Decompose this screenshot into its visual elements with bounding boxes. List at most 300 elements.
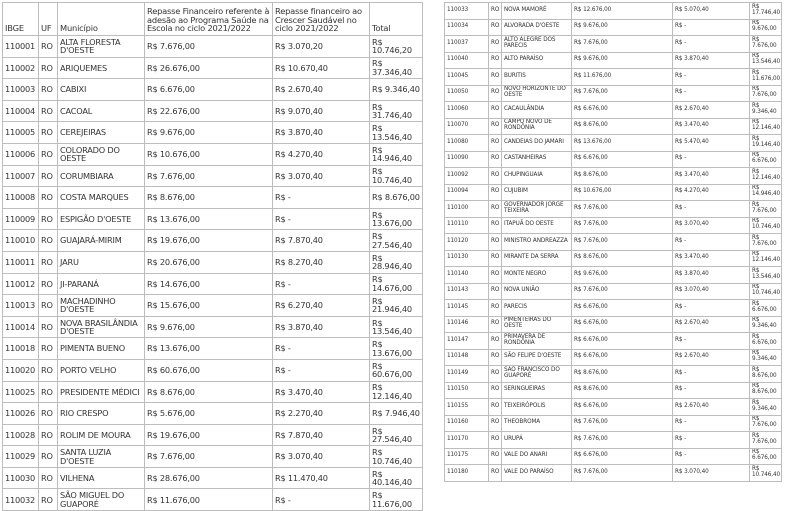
table-row xyxy=(445,52,782,69)
table-row xyxy=(3,36,423,58)
cell-municipio: PIMENTEIRAS DO OESTE xyxy=(502,316,572,333)
cell-uf: RO xyxy=(39,165,58,187)
cell-uf: RO xyxy=(39,143,58,165)
cell-ibge: 110004 xyxy=(3,100,39,122)
cell-total: R$ 21.946,40 xyxy=(370,295,423,317)
cell-uf: RO xyxy=(39,489,58,511)
header-repasse-crescer: Repasse financeiro ao Crescer Saudável no ciclo 2021/2022 xyxy=(273,3,370,36)
table-row xyxy=(3,273,423,295)
cell-pse: R$ 8.676,00 xyxy=(572,250,673,267)
cell-ibge: 110007 xyxy=(3,165,39,187)
cell-municipio: VALE DO PARAÍSO xyxy=(502,465,572,482)
table-row xyxy=(3,338,423,360)
cell-crescer: R$ - xyxy=(673,382,750,399)
cell-total: R$ 12.146,40 xyxy=(370,381,423,403)
table-row xyxy=(445,300,782,317)
cell-crescer: R$ 3.470,40 xyxy=(273,381,370,403)
cell-crescer: R$ - xyxy=(673,151,750,168)
cell-municipio: SÃO FELIPE D'OESTE xyxy=(502,349,572,366)
cell-crescer: R$ 8.270,40 xyxy=(273,251,370,273)
table-header-row xyxy=(3,3,423,36)
cell-ibge: 110005 xyxy=(3,122,39,144)
cell-pse: R$ 13.676,00 xyxy=(572,135,673,152)
cell-uf: RO xyxy=(39,187,58,209)
cell-ibge: 110037 xyxy=(445,36,489,53)
table-row xyxy=(3,467,423,489)
cell-pse: R$ 7.676,00 xyxy=(572,85,673,102)
cell-total: R$ 12.146,40 xyxy=(750,118,782,135)
cell-municipio: GOVERNADOR JORGE TEIXEIRA xyxy=(502,201,572,218)
cell-pse: R$ 7.676,00 xyxy=(572,201,673,218)
cell-crescer: R$ - xyxy=(673,415,750,432)
cell-pse: R$ 26.676,00 xyxy=(145,57,273,79)
cell-pse: R$ 7.676,00 xyxy=(572,36,673,53)
cell-municipio: ROLIM DE MOURA xyxy=(58,424,145,446)
cell-pse: R$ 14.676,00 xyxy=(145,273,273,295)
cell-pse: R$ 6.676,00 xyxy=(145,79,273,101)
cell-total: R$ 31.746,40 xyxy=(370,100,423,122)
cell-uf: RO xyxy=(489,366,502,383)
table-row xyxy=(445,19,782,36)
cell-total: R$ 10.746,20 xyxy=(370,36,423,58)
cell-uf: RO xyxy=(489,465,502,482)
cell-total: R$ 7.946,40 xyxy=(370,403,423,425)
table-row xyxy=(3,208,423,230)
table-row xyxy=(3,79,423,101)
cell-ibge: 110092 xyxy=(445,168,489,185)
table-row xyxy=(3,403,423,425)
cell-ibge: 110034 xyxy=(445,19,489,36)
cell-crescer: R$ 3.870,40 xyxy=(273,316,370,338)
cell-municipio: NOVA UNIÃO xyxy=(502,283,572,300)
cell-crescer: R$ - xyxy=(673,300,750,317)
cell-crescer: R$ 3.470,40 xyxy=(673,168,750,185)
left-repasse-table xyxy=(2,2,423,511)
table-row xyxy=(445,168,782,185)
cell-crescer: R$ 3.470,40 xyxy=(673,118,750,135)
cell-uf: RO xyxy=(489,250,502,267)
cell-total: R$ 13.546,40 xyxy=(750,52,782,69)
cell-municipio: MONTE NEGRO xyxy=(502,267,572,284)
cell-uf: RO xyxy=(39,79,58,101)
cell-crescer: R$ 4.270,40 xyxy=(673,184,750,201)
cell-crescer: R$ - xyxy=(673,432,750,449)
cell-municipio: RIO CRESPO xyxy=(58,403,145,425)
cell-uf: RO xyxy=(489,151,502,168)
cell-municipio: MINISTRO ANDREAZZA xyxy=(502,234,572,251)
cell-crescer: R$ 3.870,40 xyxy=(273,122,370,144)
cell-crescer: R$ - xyxy=(273,338,370,360)
cell-total: R$ 6.676,00 xyxy=(750,333,782,350)
table-row xyxy=(445,151,782,168)
cell-total: R$ 14.676,00 xyxy=(370,273,423,295)
cell-pse: R$ 7.676,00 xyxy=(572,217,673,234)
cell-total: R$ 11.676,00 xyxy=(750,69,782,86)
cell-uf: RO xyxy=(489,19,502,36)
cell-uf: RO xyxy=(39,295,58,317)
cell-crescer: R$ 3.870,40 xyxy=(673,52,750,69)
cell-crescer: R$ 3.070,40 xyxy=(673,283,750,300)
cell-total: R$ 7.676,00 xyxy=(750,234,782,251)
cell-pse: R$ 8.676,00 xyxy=(572,168,673,185)
cell-uf: RO xyxy=(489,168,502,185)
cell-total: R$ 10.746,40 xyxy=(370,165,423,187)
cell-crescer: R$ 5.470,40 xyxy=(673,135,750,152)
cell-crescer: R$ 7.870,40 xyxy=(273,424,370,446)
table-row xyxy=(3,187,423,209)
cell-total: R$ 13.676,00 xyxy=(370,208,423,230)
cell-municipio: PRESIDENTE MÉDICI xyxy=(58,381,145,403)
cell-municipio: MIRANTE DA SERRA xyxy=(502,250,572,267)
cell-ibge: 110110 xyxy=(445,217,489,234)
cell-municipio: NOVO HORIZONTE DO OESTE xyxy=(502,85,572,102)
cell-uf: RO xyxy=(489,267,502,284)
cell-pse: R$ 7.676,00 xyxy=(572,465,673,482)
table-row xyxy=(3,381,423,403)
cell-ibge: 110180 xyxy=(445,465,489,482)
cell-municipio: PARECIS xyxy=(502,300,572,317)
cell-crescer: R$ 3.070,40 xyxy=(673,217,750,234)
table-row xyxy=(3,100,423,122)
cell-total: R$ 7.676,00 xyxy=(750,432,782,449)
cell-municipio: JI-PARANÁ xyxy=(58,273,145,295)
table-row xyxy=(3,295,423,317)
cell-ibge: 110028 xyxy=(3,424,39,446)
cell-ibge: 110149 xyxy=(445,366,489,383)
cell-municipio: VALE DO ANARI xyxy=(502,448,572,465)
table-row xyxy=(445,250,782,267)
cell-ibge: 110033 xyxy=(445,3,489,20)
cell-crescer: R$ 5.070,40 xyxy=(673,3,750,20)
cell-crescer: R$ - xyxy=(273,359,370,381)
cell-total: R$ 7.676,00 xyxy=(750,85,782,102)
cell-crescer: R$ - xyxy=(673,85,750,102)
cell-municipio: CASTANHEIRAS xyxy=(502,151,572,168)
cell-uf: RO xyxy=(489,118,502,135)
cell-pse: R$ 7.676,00 xyxy=(145,446,273,468)
cell-uf: RO xyxy=(39,359,58,381)
cell-ibge: 110170 xyxy=(445,432,489,449)
table-row xyxy=(445,36,782,53)
table-row xyxy=(3,251,423,273)
cell-crescer: R$ - xyxy=(273,208,370,230)
table-row xyxy=(3,424,423,446)
cell-ibge: 110090 xyxy=(445,151,489,168)
cell-ibge: 110120 xyxy=(445,234,489,251)
table-row xyxy=(445,283,782,300)
cell-municipio: NOVA MAMORÉ xyxy=(502,3,572,20)
table-row xyxy=(445,432,782,449)
cell-ibge: 110029 xyxy=(3,446,39,468)
cell-pse: R$ 7.676,00 xyxy=(145,165,273,187)
cell-municipio: CANDEIAS DO JAMARI xyxy=(502,135,572,152)
cell-uf: RO xyxy=(39,122,58,144)
cell-ibge: 110175 xyxy=(445,448,489,465)
cell-total: R$ 27.546,40 xyxy=(370,230,423,252)
cell-pse: R$ 10.676,00 xyxy=(145,143,273,165)
cell-municipio: MACHADINHO D'OESTE xyxy=(58,295,145,317)
table-row xyxy=(445,267,782,284)
cell-municipio: CHUPINGUAIA xyxy=(502,168,572,185)
cell-uf: RO xyxy=(39,57,58,79)
cell-municipio: SERINGUEIRAS xyxy=(502,382,572,399)
cell-pse: R$ 8.676,00 xyxy=(145,381,273,403)
cell-uf: RO xyxy=(39,36,58,58)
cell-crescer: R$ 6.270,40 xyxy=(273,295,370,317)
cell-total: R$ 12.146,40 xyxy=(750,168,782,185)
cell-pse: R$ 6.676,00 xyxy=(572,102,673,119)
cell-ibge: 110020 xyxy=(3,359,39,381)
cell-uf: RO xyxy=(489,283,502,300)
cell-pse: R$ 9.676,00 xyxy=(572,52,673,69)
table-row xyxy=(445,234,782,251)
cell-total: R$ 14.946,40 xyxy=(750,184,782,201)
cell-ibge: 110013 xyxy=(3,295,39,317)
cell-uf: RO xyxy=(39,403,58,425)
header-total: Total xyxy=(370,3,423,36)
cell-ibge: 110094 xyxy=(445,184,489,201)
cell-ibge: 110018 xyxy=(3,338,39,360)
cell-uf: RO xyxy=(489,349,502,366)
cell-municipio: ESPIGÃO D'OESTE xyxy=(58,208,145,230)
cell-uf: RO xyxy=(489,201,502,218)
cell-crescer: R$ 4.270,40 xyxy=(273,143,370,165)
table-row xyxy=(445,3,782,20)
cell-uf: RO xyxy=(39,208,58,230)
cell-crescer: R$ 2.670,40 xyxy=(673,349,750,366)
cell-pse: R$ 22.676,00 xyxy=(145,100,273,122)
table-row xyxy=(445,102,782,119)
table-row xyxy=(3,230,423,252)
cell-municipio: ARIQUEMES xyxy=(58,57,145,79)
cell-ibge: 110032 xyxy=(3,489,39,511)
cell-municipio: VILHENA xyxy=(58,467,145,489)
cell-municipio: ALTO ALEGRE DOS PARECIS xyxy=(502,36,572,53)
cell-total: R$ 8.676,00 xyxy=(750,366,782,383)
cell-municipio: NOVA BRASILÂNDIA D'OESTE xyxy=(58,316,145,338)
table-row xyxy=(3,446,423,468)
cell-ibge: 110145 xyxy=(445,300,489,317)
cell-municipio: SANTA LUZIA D'OESTE xyxy=(58,446,145,468)
cell-municipio: COSTA MARQUES xyxy=(58,187,145,209)
cell-ibge: 110040 xyxy=(445,52,489,69)
cell-municipio: COLORADO DO OESTE xyxy=(58,143,145,165)
cell-uf: RO xyxy=(39,316,58,338)
cell-ibge: 110100 xyxy=(445,201,489,218)
table-row xyxy=(445,217,782,234)
cell-crescer: R$ 10.670,40 xyxy=(273,57,370,79)
table-row xyxy=(445,118,782,135)
cell-crescer: R$ - xyxy=(673,448,750,465)
table-row xyxy=(445,382,782,399)
cell-ibge: 110025 xyxy=(3,381,39,403)
cell-municipio: ALTO PARAÍSO xyxy=(502,52,572,69)
cell-uf: RO xyxy=(39,446,58,468)
cell-pse: R$ 10.676,00 xyxy=(572,184,673,201)
cell-municipio: CACOAL xyxy=(58,100,145,122)
cell-pse: R$ 9.676,00 xyxy=(145,316,273,338)
cell-crescer: R$ 9.070,40 xyxy=(273,100,370,122)
cell-ibge: 110014 xyxy=(3,316,39,338)
cell-ibge: 110001 xyxy=(3,36,39,58)
cell-uf: RO xyxy=(489,85,502,102)
cell-municipio: CAMPO NOVO DE RONDÔNIA xyxy=(502,118,572,135)
cell-total: R$ 7.676,00 xyxy=(750,201,782,218)
cell-pse: R$ 8.676,00 xyxy=(572,366,673,383)
cell-total: R$ 13.546,40 xyxy=(370,122,423,144)
table-row xyxy=(445,415,782,432)
cell-pse: R$ 60.676,00 xyxy=(145,359,273,381)
cell-uf: RO xyxy=(489,432,502,449)
cell-total: R$ 8.676,00 xyxy=(750,382,782,399)
cell-uf: RO xyxy=(39,338,58,360)
table-row xyxy=(3,122,423,144)
cell-pse: R$ 6.676,00 xyxy=(572,300,673,317)
cell-municipio: CUJUBIM xyxy=(502,184,572,201)
cell-ibge: 110011 xyxy=(3,251,39,273)
cell-ibge: 110160 xyxy=(445,415,489,432)
cell-total: R$ 17.746,40 xyxy=(750,3,782,20)
cell-uf: RO xyxy=(489,36,502,53)
cell-pse: R$ 7.676,00 xyxy=(145,36,273,58)
cell-municipio: ALTA FLORESTA D'OESTE xyxy=(58,36,145,58)
cell-total: R$ 10.746,40 xyxy=(370,446,423,468)
table-row xyxy=(445,399,782,416)
cell-ibge: 110002 xyxy=(3,57,39,79)
table-row xyxy=(445,349,782,366)
cell-total: R$ 10.746,40 xyxy=(750,217,782,234)
cell-ibge: 110070 xyxy=(445,118,489,135)
cell-uf: RO xyxy=(39,381,58,403)
cell-uf: RO xyxy=(489,52,502,69)
header-repasse-pse: Repasse Financeiro referente à adesão ao Programa Saúde na Escola no ciclo 2021/2022 xyxy=(145,3,273,36)
cell-uf: RO xyxy=(489,69,502,86)
cell-municipio: PRIMAVERA DE RONDÔNIA xyxy=(502,333,572,350)
cell-municipio: ALVORADA D'OESTE xyxy=(502,19,572,36)
cell-crescer: R$ - xyxy=(673,19,750,36)
cell-pse: R$ 7.676,00 xyxy=(572,432,673,449)
cell-uf: RO xyxy=(489,135,502,152)
cell-total: R$ 6.676,00 xyxy=(750,151,782,168)
cell-pse: R$ 9.676,00 xyxy=(572,19,673,36)
cell-total: R$ 8.676,00 xyxy=(370,187,423,209)
cell-uf: RO xyxy=(39,100,58,122)
cell-ibge: 110009 xyxy=(3,208,39,230)
cell-total: R$ 9.346,40 xyxy=(750,399,782,416)
cell-uf: RO xyxy=(489,102,502,119)
header-uf: UF xyxy=(39,3,58,36)
cell-pse: R$ 6.676,00 xyxy=(572,448,673,465)
cell-pse: R$ 13.676,00 xyxy=(145,208,273,230)
cell-total: R$ 14.946,40 xyxy=(370,143,423,165)
cell-pse: R$ 8.676,00 xyxy=(145,187,273,209)
cell-uf: RO xyxy=(489,415,502,432)
cell-total: R$ 10.746,40 xyxy=(750,465,782,482)
cell-pse: R$ 8.676,00 xyxy=(572,382,673,399)
table-row xyxy=(3,57,423,79)
cell-uf: RO xyxy=(489,333,502,350)
cell-uf: RO xyxy=(489,316,502,333)
table-row xyxy=(445,69,782,86)
cell-pse: R$ 7.676,00 xyxy=(572,415,673,432)
cell-ibge: 110008 xyxy=(3,187,39,209)
cell-pse: R$ 7.676,00 xyxy=(572,283,673,300)
cell-total: R$ 37.346,40 xyxy=(370,57,423,79)
cell-total: R$ 10.746,40 xyxy=(750,283,782,300)
cell-pse: R$ 6.676,00 xyxy=(572,333,673,350)
cell-municipio: GUAJARÁ-MIRIM xyxy=(58,230,145,252)
cell-crescer: R$ - xyxy=(273,489,370,511)
cell-ibge: 110003 xyxy=(3,79,39,101)
left-table-body xyxy=(3,36,423,511)
cell-total: R$ 12.146,40 xyxy=(750,250,782,267)
cell-crescer: R$ 2.670,40 xyxy=(273,79,370,101)
cell-total: R$ 40.146,40 xyxy=(370,467,423,489)
cell-total: R$ 11.676,00 xyxy=(370,489,423,511)
cell-total: R$ 9.346,40 xyxy=(370,79,423,101)
cell-municipio: URUPÁ xyxy=(502,432,572,449)
cell-municipio: CEREJEIRAS xyxy=(58,122,145,144)
cell-total: R$ 9.346,40 xyxy=(750,102,782,119)
cell-crescer: R$ - xyxy=(273,187,370,209)
cell-total: R$ 9.346,40 xyxy=(750,349,782,366)
cell-pse: R$ 11.676,00 xyxy=(145,489,273,511)
cell-municipio: PIMENTA BUENO xyxy=(58,338,145,360)
cell-pse: R$ 6.676,00 xyxy=(572,151,673,168)
cell-pse: R$ 12.676,00 xyxy=(572,3,673,20)
cell-municipio: CACAULÂNDIA xyxy=(502,102,572,119)
cell-ibge: 110030 xyxy=(3,467,39,489)
table-row xyxy=(3,165,423,187)
cell-municipio: JARU xyxy=(58,251,145,273)
cell-pse: R$ 9.676,00 xyxy=(572,267,673,284)
cell-pse: R$ 20.676,00 xyxy=(145,251,273,273)
cell-uf: RO xyxy=(489,217,502,234)
cell-crescer: R$ - xyxy=(673,36,750,53)
cell-pse: R$ 19.676,00 xyxy=(145,424,273,446)
cell-total: R$ 9.676,00 xyxy=(750,19,782,36)
cell-municipio: ITAPUÃ DO OESTE xyxy=(502,217,572,234)
cell-uf: RO xyxy=(39,467,58,489)
table-row xyxy=(445,135,782,152)
cell-ibge: 110060 xyxy=(445,102,489,119)
cell-crescer: R$ 3.470,40 xyxy=(673,250,750,267)
cell-total: R$ 6.676,00 xyxy=(750,448,782,465)
cell-total: R$ 13.676,00 xyxy=(370,338,423,360)
cell-pse: R$ 7.676,00 xyxy=(572,234,673,251)
cell-uf: RO xyxy=(489,234,502,251)
table-row xyxy=(445,366,782,383)
table-row xyxy=(445,333,782,350)
cell-municipio: SÃO FRANCISCO DO GUAPORÉ xyxy=(502,366,572,383)
cell-uf: RO xyxy=(39,424,58,446)
cell-crescer: R$ 2.670,40 xyxy=(673,399,750,416)
right-table-body xyxy=(445,3,782,482)
cell-uf: RO xyxy=(39,230,58,252)
cell-crescer: R$ 2.270,40 xyxy=(273,403,370,425)
cell-ibge: 110050 xyxy=(445,85,489,102)
header-ibge: IBGE xyxy=(3,3,39,36)
cell-pse: R$ 5.676,00 xyxy=(145,403,273,425)
cell-crescer: R$ 2.670,40 xyxy=(673,316,750,333)
cell-uf: RO xyxy=(489,3,502,20)
table-row xyxy=(3,359,423,381)
cell-total: R$ 27.546,40 xyxy=(370,424,423,446)
table-row xyxy=(445,201,782,218)
cell-ibge: 110006 xyxy=(3,143,39,165)
table-row xyxy=(445,448,782,465)
cell-total: R$ 7.676,00 xyxy=(750,36,782,53)
